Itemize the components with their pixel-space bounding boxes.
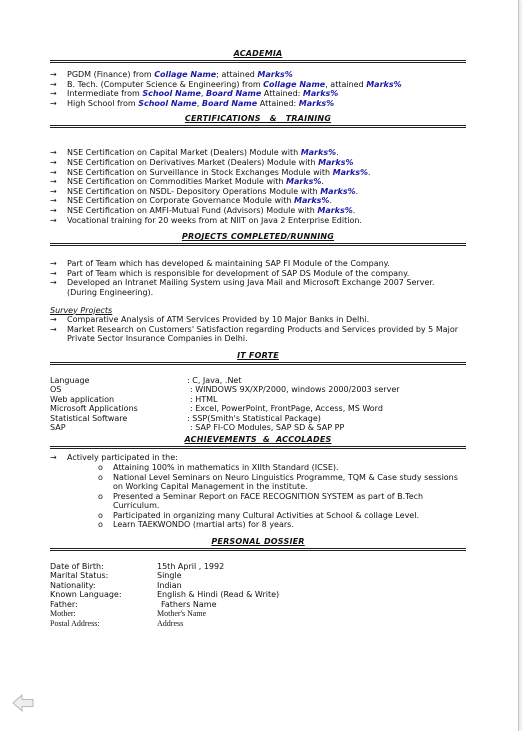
list-item: → PGDM (Finance) from Collage Name; attained Marks% [50,70,293,79]
table-row: Nationality: Indian [50,580,182,590]
list-item: → Comparative Analysis of ATM Services Provided by 10 Major Banks in Delhi. [50,315,370,325]
circle-bullet-icon: o [98,491,103,501]
section-heading-it-forte: IT FORTE [50,350,466,365]
list-item: → NSE Certification on AMFI-Mutual Fund (Advisors) Module with Marks%. [50,205,356,215]
table-row: Web application : HTML [50,394,218,404]
arrow-right-icon: → [50,89,57,99]
arrow-right-icon: → [50,186,57,196]
academia-list [50,70,466,108]
certifications-list [50,148,466,225]
list-item: → Part of Team which has developed & maintaining SAP FI Module of the Company. [50,259,390,269]
arrow-right-icon: → [50,148,57,158]
list-item: → NSE Certification on Surveillance in Stock Exchanges Module with Marks%. [50,167,371,177]
it-skills-table [50,376,400,432]
table-row: SAP : SAP FI-CO Modules, SAP SD & SAP PP [50,422,345,432]
achievements-list [50,463,466,530]
projects-list [50,259,466,297]
arrow-right-icon: → [50,79,57,89]
resume-content [50,48,466,628]
circle-bullet-icon: o [98,520,103,530]
list-item: → NSE Certification on Derivatives Market (Dealers) Module with Marks% [50,157,354,167]
list-item: o National Level Seminars on Neuro Linguistics Programme, TQM & Case study sessions on Working Capital Management in the institute. [98,472,458,492]
table-row: Mother: Mother's Name [50,609,207,619]
arrow-right-icon: → [50,157,57,167]
arrow-right-icon: → [50,259,57,269]
list-item: o Presented a Seminar Report on FACE RECOGNITION SYSTEM as part of B.Tech Curriculum. [98,491,424,511]
arrow-right-icon: → [50,453,57,463]
table-row: Postal Address: Address [50,618,184,628]
arrow-right-icon: → [50,70,57,79]
circle-bullet-icon: o [98,462,103,472]
list-item: → Actively participated in the: [50,453,178,463]
table-row: Date of Birth: 15th April , 1992 [50,562,225,572]
list-item: → NSE Certification on Capital Market (Dealers) Module with Marks%. [50,148,339,158]
circle-bullet-icon: o [98,472,103,482]
list-item: → NSE Certification on Corporate Governance Module with Marks%. [50,196,332,206]
survey-projects-list [50,315,466,344]
list-item: → Intermediate from School Name, Board Name Attained: Marks% [50,89,339,99]
list-item: → NSE Certification on Commodities Market Module with Marks%. [50,177,324,187]
list-item: → B. Tech. (Computer Science & Engineering) from Collage Name, attained Marks% [50,79,402,89]
personal-details-serif-table [50,609,206,628]
list-item: → Vocational training for 20 weeks from at NIIT on Java 2 Enterprise Edition. [50,215,362,225]
table-row: Microsoft Applications : Excel, PowerPoint, FrontPage, Access, MS Word [50,404,383,414]
table-row: Language : C, Java, .Net [50,375,242,385]
list-item: o Learn TAEKWONDO (martial arts) for 8 years. [98,520,294,530]
arrow-right-icon: → [50,196,57,206]
arrow-right-icon: → [50,215,57,225]
section-heading-achievements: ACHIEVEMENTS & ACCOLADES [50,434,466,449]
list-item: → Developed an Intranet Mailing System using Java Mail and Microsoft Exchange 2007 Server. (During Engineering). [50,278,435,297]
table-row: OS : WINDOWS 9X/XP/2000, windows 2000/2003 server [50,385,400,395]
circle-bullet-icon: o [98,510,103,520]
arrow-right-icon: → [50,177,57,187]
list-item: → NSE Certification on NSDL- Depository Operations Module with Marks%. [50,186,359,196]
arrow-right-icon: → [50,167,57,177]
list-item: o Attaining 100% in mathematics in XIIth Standard (ICSE). [98,462,339,472]
arrow-right-icon: → [50,268,57,278]
list-item: → Part of Team which is responsible for development of SAP DS Module of the company. [50,268,410,278]
survey-projects-label: Survey Projects [50,305,113,315]
personal-details-table [50,562,279,609]
list-item: o Participated in organizing many Cultural Activities at School & collage Level. [98,510,419,520]
table-row: Marital Status: Single [50,571,182,581]
section-heading-projects: PROJECTS COMPLETED/RUNNING [50,231,466,246]
table-row: Statistical Software : SSP(Smith's Statistical Package) [50,413,321,423]
list-item: → High School from School Name, Board Name Attained: Marks% [50,98,335,108]
arrow-right-icon: → [50,98,57,108]
list-item: → Market Research on Customers' Satisfaction regarding Products and Services provided by 5 Major Private Sector Insurance Companies in Delhi. [50,324,459,344]
section-heading-academia: ACADEMIA [50,48,466,63]
arrow-right-icon: → [50,278,57,288]
arrow-right-icon: → [50,315,57,325]
achievements-lead [50,453,466,463]
section-heading-personal: PERSONAL DOSSIER [50,536,466,551]
arrow-right-icon: → [50,205,57,215]
section-heading-certifications: CERTIFICATIONS & TRAINING [50,113,466,128]
table-row: Known Language: English & Hindi (Read & Write) [50,590,280,600]
arrow-right-icon: → [50,324,57,334]
table-row: Father: Fathers Name [50,599,217,609]
back-arrow-icon[interactable] [12,694,34,714]
